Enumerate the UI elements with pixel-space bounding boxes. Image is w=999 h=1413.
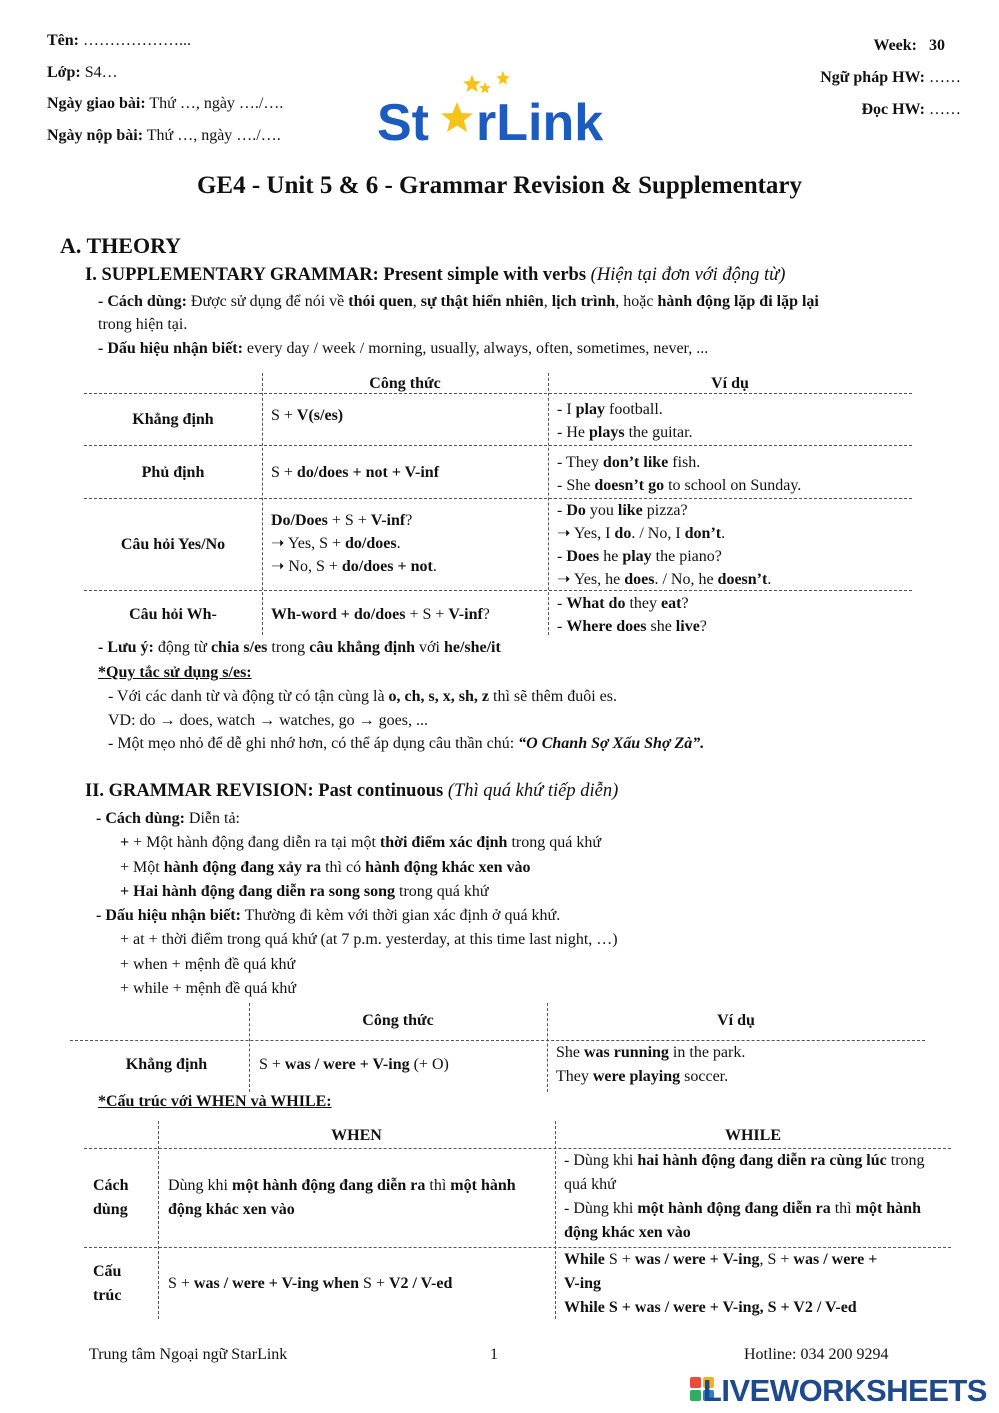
usage-3: + Hai hành động đang diễn ra song song trong quá khứ	[120, 882, 489, 900]
while-structure: While S + was / were + V-ing, S + was / were + V-ing While S + was / were + V-ing, S + V2 / V-ed	[564, 1251, 878, 1316]
formula-affirmative: S + V(s/es)	[271, 407, 344, 424]
while-usage: - Dùng khi hai hành động đang diễn ra cùng lúc trong quá khứ - Dùng khi một hành động đang diễn ra thì một hành động khác xen vào	[564, 1152, 925, 1241]
sign-2: + when + mệnh đề quá khứ	[120, 955, 296, 973]
when-structure: S + was / were + V-ing when S + V2 / V-ed	[168, 1275, 453, 1292]
when-usage: Dùng khi một hành động đang diễn ra thì một hành động khác xen vào	[168, 1177, 516, 1218]
liveworksheets-brand: LIVEWORKSHEETS	[702, 1373, 987, 1408]
svg-text:rLink: rLink	[476, 94, 604, 148]
row-label-negative: Phủ định	[141, 464, 205, 481]
part-i-signs: - Dấu hiệu nhận biết: every day / week / morning, usually, always, often, sometimes, never, ...	[98, 340, 709, 357]
when-while-heading: *Cấu trúc với WHEN và WHILE:	[98, 1093, 332, 1110]
reading-hw-line: Đọc HW: ……	[861, 101, 961, 118]
page-title: GE4 - Unit 5 & 6 - Grammar Revision & Supplementary	[196, 172, 803, 199]
example-affirmative: - I play football. - He plays the guitar.	[557, 401, 693, 441]
usage-1: + + Một hành động đang diễn ra tại một thời điểm xác định trong quá khứ	[120, 834, 601, 852]
part-i-usage: - Cách dùng: Được sử dụng để nói về thói quen, sự thật hiển nhiên, lịch trình, hoặc hành động lặp đi lặp lại trong hiện tại.	[98, 293, 819, 333]
ses-rules	[108, 685, 948, 756]
table-rule	[70, 1040, 925, 1041]
formula-yesno: Do/Does + S + V-inf? ➝ Yes, S + do/does. ➝ No, S + do/does + not.	[271, 512, 437, 575]
col-header-when: WHEN	[331, 1127, 382, 1144]
formula-past-continuous: S + was / were + V-ing (+ O)	[259, 1056, 449, 1073]
row-label-usage: Cách dùng	[93, 1177, 129, 1218]
student-info	[47, 25, 283, 151]
week-line: Week: 30	[873, 37, 945, 54]
part-ii-heading: II. GRAMMAR REVISION: Past continuous (Thì quá khứ tiếp diễn)	[85, 781, 619, 801]
row-label-wh: Câu hỏi Wh-	[129, 606, 217, 623]
example-yesno: - Do you like pizza? ➝ Yes, I do. / No, I don’t. - Does he play the piano? ➝ Yes, he does. / No, he doesn’t.	[557, 502, 772, 588]
submit-date-line: Ngày nộp bài: Thứ …, ngày …./….	[47, 126, 281, 144]
footer-page-number: 1	[490, 1346, 498, 1363]
formula-wh: Wh-word + do/does + S + V-inf?	[271, 606, 490, 623]
assign-date-line: Ngày giao bài: Thứ …, ngày …./….	[47, 95, 284, 112]
section-a-heading: A. THEORY	[60, 233, 182, 258]
table-rule	[555, 1121, 556, 1319]
grammar-hw-line: Ngữ pháp HW: ……	[820, 69, 961, 86]
table-rule	[84, 498, 912, 499]
formula-negative: S + do/does + not + V-inf	[271, 464, 440, 481]
svg-text:St: St	[377, 94, 429, 148]
col-header-example: Ví dụ	[711, 375, 749, 392]
part-i-note: - Lưu ý: động từ chia s/es trong câu khẳng định với he/she/it	[98, 639, 501, 656]
example-past-continuous: She was running in the park. They were playing soccer.	[556, 1044, 746, 1085]
logo-star-a	[441, 102, 473, 132]
footer-center-name: Trung tâm Ngoại ngữ StarLink	[89, 1346, 288, 1363]
logo-star-small-3	[479, 82, 491, 94]
logo-star-small-2	[496, 71, 510, 85]
part-ii-signs: - Dấu hiệu nhận biết: Thường đi kèm với thời gian xác định ở quá khứ.	[96, 907, 561, 925]
usage-2: + Một hành động đang xảy ra thì có hành động khác xen vào	[120, 858, 531, 876]
ses-rule-3: - Một mẹo nhỏ để dễ ghi nhớ hơn, có thể áp dụng câu thần chú: “O Chanh Sợ Xấu Shợ Zà”.	[108, 735, 705, 752]
row-label-structure: Cấu trúc	[93, 1263, 122, 1304]
row-label-affirmative-2: Khẳng định	[125, 1056, 208, 1073]
ses-rule-1: - Với các danh từ và động từ có tận cùng là o, ch, s, x, sh, z thì sẽ thêm đuôi es.	[108, 688, 617, 705]
col-header-while: WHILE	[724, 1127, 781, 1144]
table-rule	[262, 373, 263, 635]
col-header-formula: Công thức	[369, 375, 441, 392]
col-header-formula-2: Công thức	[362, 1012, 434, 1029]
name-line: Tên: ………………...	[47, 32, 191, 49]
example-negative: - They don’t like fish. - She doesn’t go to school on Sunday.	[557, 454, 802, 494]
footer-hotline: Hotline: 034 200 9294	[744, 1346, 889, 1363]
homework-info	[820, 30, 961, 126]
table-rule	[84, 445, 912, 446]
sign-1: + at + thời điểm trong quá khứ (at 7 p.m. yesterday, at this time last night, …)	[120, 931, 618, 949]
col-header-example-2: Ví dụ	[717, 1012, 755, 1029]
table-rule	[158, 1121, 159, 1319]
part-i-heading: I. SUPPLEMENTARY GRAMMAR: Present simple with verbs (Hiện tại đơn với động từ)	[85, 265, 786, 285]
row-label-yesno: Câu hỏi Yes/No	[120, 536, 226, 553]
class-line: Lớp: S4…	[47, 63, 118, 81]
logo-star-small-1	[463, 75, 481, 92]
row-label-affirmative: Khẳng định	[132, 411, 214, 428]
table-rule	[84, 590, 912, 591]
table-rule	[548, 373, 549, 635]
sign-3: + while + mệnh đề quá khứ	[120, 980, 297, 998]
ses-rule-heading: *Quy tắc sử dụng s/es:	[98, 664, 252, 681]
part-ii-usage: - Cách dùng: Diễn tả: + + Một hành động đang diễn ra tại một thời điểm xác định trong quá khứ + Một hành động đang xảy ra thì có hành động khác xen vào + Hai hành động đang diễn ra song song trong quá khứ - Dấu hiệu nhận biết: Thường đi kèm với thời gian xác định ở quá khứ. + at + thời điểm trong quá khứ (at 7 p.m. yesterday, at this time last night, …) + when + mệnh đề quá khứ + while + mệnh đề quá khứ	[96, 807, 936, 1001]
ses-rule-2: VD: do → does, watch → watches, go → goes, ...	[108, 711, 428, 729]
starlink-logo	[377, 68, 627, 148]
example-wh: - What do they eat? - Where does she live?	[557, 595, 707, 635]
